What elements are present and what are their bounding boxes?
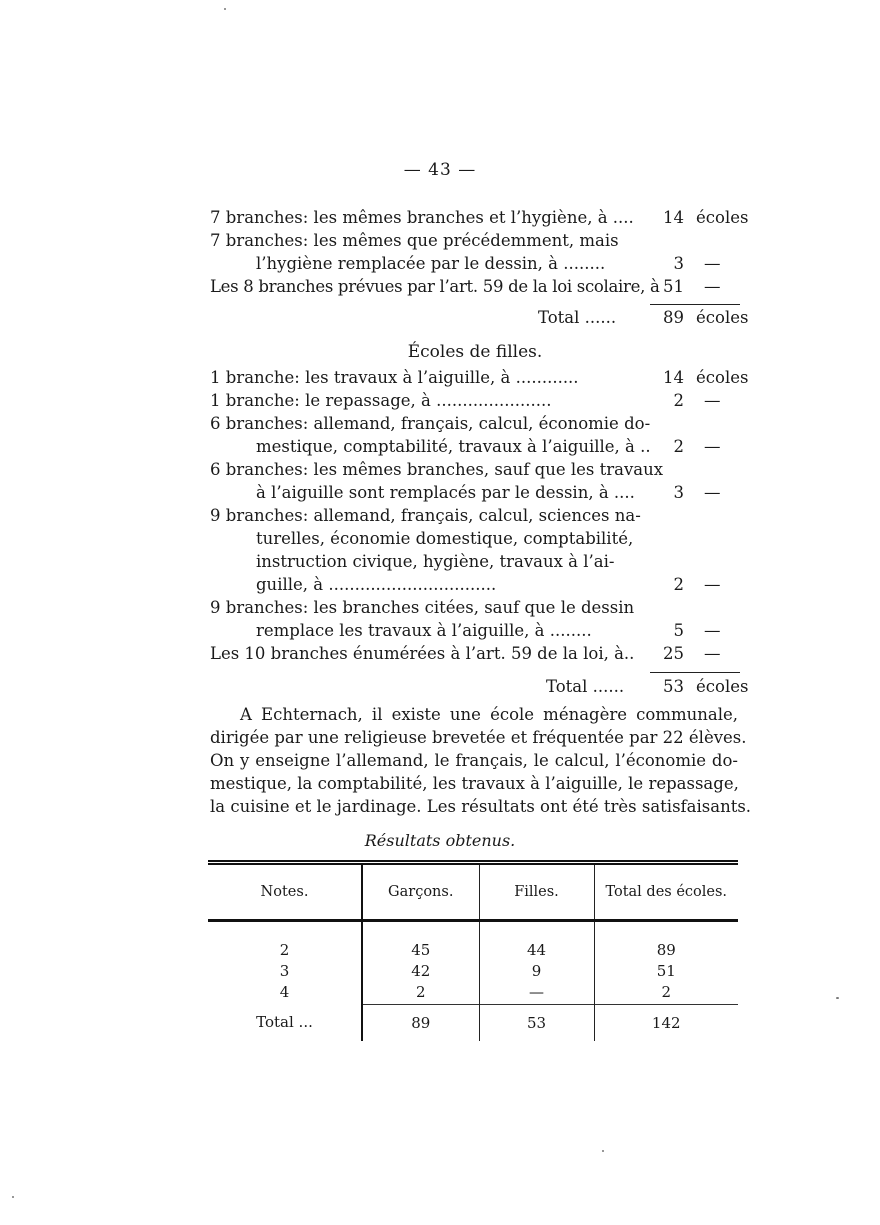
list-item — [210, 389, 740, 412]
total-row — [210, 675, 749, 698]
list-item — [210, 550, 740, 573]
list-item — [210, 619, 740, 642]
list-item-unit: écoles — [696, 368, 749, 387]
table-cell: 2 — [279, 941, 290, 959]
table-cell: 53 — [479, 1005, 594, 1042]
list-item-text: 1 branche: les travaux à l’aiguille, à ............ — [210, 368, 579, 387]
results-title: Résultats obtenus. — [364, 831, 516, 850]
table-cell: 9 — [531, 962, 542, 980]
list-item-count: 2 — [673, 391, 684, 410]
scan-speck — [12, 1196, 14, 1198]
list-item-unit: — — [704, 277, 721, 296]
echternach-paragraph — [210, 703, 752, 818]
list-item-text: 7 branches: les mêmes branches et l’hygiène, à .... — [210, 208, 634, 227]
table-cell: 2 — [661, 983, 672, 1001]
filles-cell — [479, 921, 594, 1005]
list-item — [210, 573, 740, 596]
paragraph-line: On y enseigne l’allemand, le français, le calcul, l’économie do- — [210, 751, 738, 770]
total-cell — [594, 921, 738, 1005]
list-item-unit: — — [704, 391, 721, 410]
page-number: — 43 — — [403, 160, 477, 180]
column-header-garcons: Garçons. — [362, 863, 479, 921]
list-item-text: turelles, économie domestique, comptabilité, — [256, 529, 634, 548]
list-item-count: 3 — [673, 483, 684, 502]
section-heading: Écoles de filles. — [407, 342, 543, 362]
list-item-count: 2 — [673, 575, 684, 594]
list-item-text: 9 branches: allemand, français, calcul, sciences na- — [210, 506, 641, 525]
list-item-text: 7 branches: les mêmes que précédemment, mais — [210, 231, 619, 250]
table-cell: 4 — [279, 983, 290, 1001]
list-item-count: 14 — [663, 368, 684, 387]
scan-speck — [836, 997, 839, 999]
scan-speck — [224, 8, 226, 10]
paragraph-line: mestique, la comptabilité, les travaux à l’aiguille, le repassage, — [210, 774, 739, 793]
list-item-text: 6 branches: les mêmes branches, sauf que les travaux — [210, 460, 664, 479]
list-item-unit: — — [704, 483, 721, 502]
list-item — [210, 206, 749, 229]
table-cell: 2 — [415, 983, 426, 1001]
results-table — [208, 860, 738, 1041]
list-item — [210, 412, 740, 435]
list-item-count: 25 — [663, 644, 684, 663]
table-cell: 3 — [279, 962, 290, 980]
paragraph-line: la cuisine et le jardinage. Les résultats ont été très satisfaisants. — [210, 797, 752, 816]
table-cell: 142 — [594, 1005, 738, 1042]
total-count: 53 — [663, 677, 684, 696]
list-item — [210, 481, 740, 504]
list-item-text: remplace les travaux à l’aiguille, à ........ — [256, 621, 592, 640]
scan-speck — [602, 1150, 604, 1152]
total-unit: écoles — [696, 677, 749, 696]
table-total-row — [208, 1005, 738, 1042]
list-item-unit: — — [704, 437, 721, 456]
column-header-notes: Notes. — [208, 863, 362, 921]
table-cell: 89 — [362, 1005, 479, 1042]
boys-schools-list — [210, 206, 749, 329]
total-row — [210, 306, 749, 329]
total-unit: écoles — [696, 308, 749, 327]
table-cell: 51 — [656, 962, 676, 980]
list-item-text: mestique, comptabilité, travaux à l’aiguille, à .. — [256, 437, 651, 456]
total-label: Total ...... — [538, 308, 617, 327]
list-item-count: 14 — [663, 208, 684, 227]
paragraph-line: A Echternach, il existe une école ménagère communale, — [240, 705, 738, 724]
list-item-count: 5 — [673, 621, 684, 640]
garcons-cell — [362, 921, 479, 1005]
table-cell: 45 — [411, 941, 431, 959]
table-header-row — [208, 863, 738, 921]
notes-cell — [208, 921, 362, 1005]
list-item-count: 3 — [673, 254, 684, 273]
list-item-text: Les 8 branches prévues par l’art. 59 de la loi scolaire, à — [210, 277, 660, 296]
list-item-unit: — — [704, 621, 721, 640]
column-header-filles: Filles. — [479, 863, 594, 921]
column-header-total: Total des écoles. — [594, 863, 738, 921]
total-count: 89 — [663, 308, 684, 327]
list-item-text: instruction civique, hygiène, travaux à l’ai- — [256, 552, 615, 571]
list-item-text: l’hygiène remplacée par le dessin, à ........ — [256, 254, 606, 273]
table-row — [208, 921, 738, 1005]
total-label: Total ...... — [546, 677, 625, 696]
list-item — [210, 458, 740, 481]
list-item-unit: — — [704, 575, 721, 594]
list-item — [210, 229, 740, 252]
list-item — [210, 366, 749, 389]
list-item-unit: — — [704, 644, 721, 663]
paragraph-line: dirigée par une religieuse brevetée et fréquentée par 22 élèves. — [210, 728, 747, 747]
girls-schools-list — [210, 338, 749, 698]
list-item-text: 6 branches: allemand, français, calcul, économie do- — [210, 414, 651, 433]
list-item — [210, 504, 740, 527]
table-cell: 42 — [411, 962, 431, 980]
list-item-count: 51 — [663, 277, 684, 296]
total-rule — [650, 304, 740, 305]
list-item-unit: écoles — [696, 208, 749, 227]
list-item-unit: — — [704, 254, 721, 273]
list-item-text: à l’aiguille sont remplacés par le dessin, à .... — [256, 483, 635, 502]
list-item-text: 9 branches: les branches citées, sauf que le dessin — [210, 598, 635, 617]
list-item — [210, 275, 740, 298]
list-item — [210, 642, 740, 665]
list-item — [210, 596, 740, 619]
list-item — [210, 435, 740, 458]
table-cell: — — [529, 983, 544, 1001]
list-item-text: 1 branche: le repassage, à ...................... — [210, 391, 552, 410]
list-item — [210, 527, 740, 550]
total-rule — [650, 672, 740, 673]
table-cell: Total ... — [256, 1013, 313, 1032]
list-item-text: Les 10 branches énumérées à l’art. 59 de la loi, à.. — [210, 644, 635, 663]
list-item — [210, 252, 740, 275]
table-cell: 89 — [656, 941, 676, 959]
list-item-count: 2 — [673, 437, 684, 456]
table-cell: 44 — [526, 941, 547, 959]
list-item-text: guille, à ................................ — [256, 575, 497, 594]
